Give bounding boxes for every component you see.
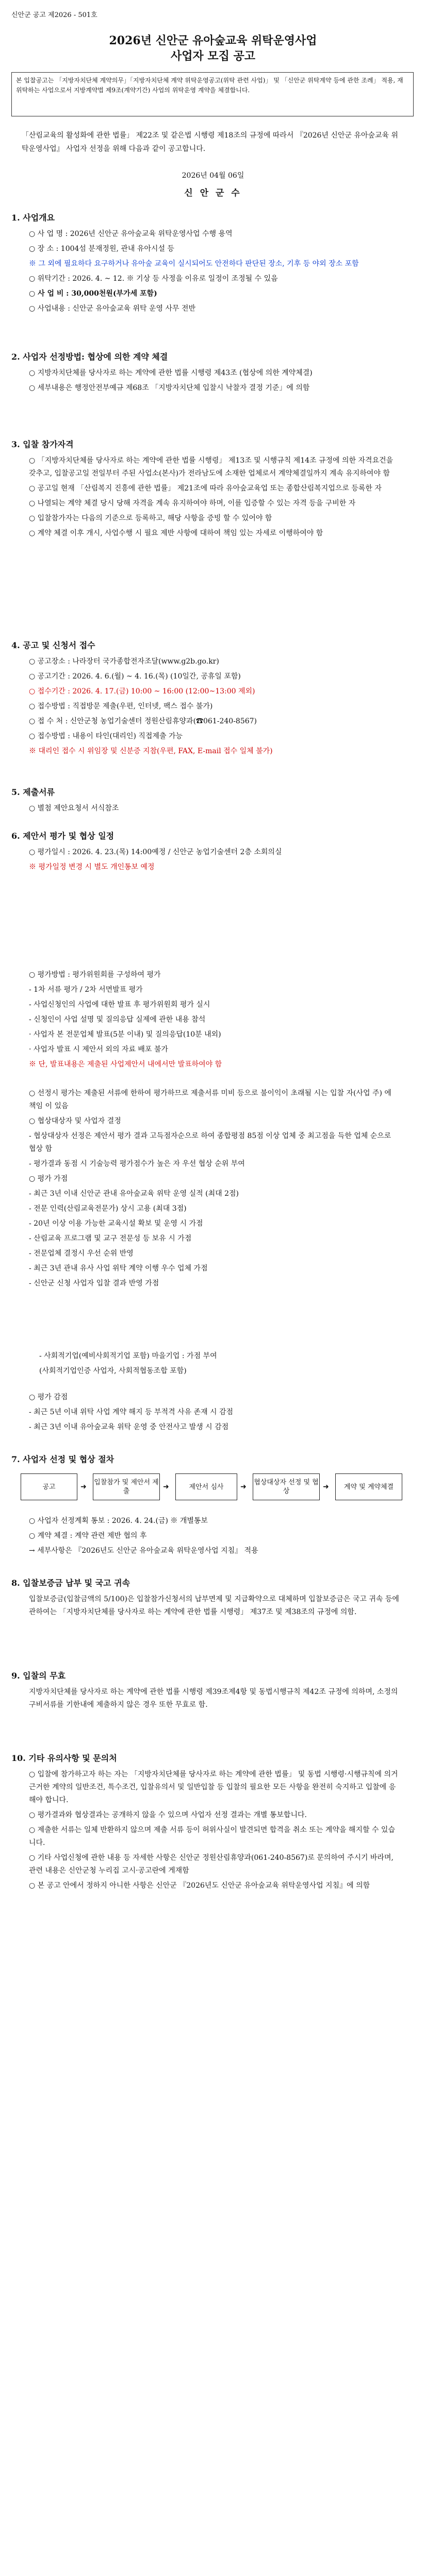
s6-extra-item: - 최근 3년 이내 유아숲교육 위탁 운영 중 안전사고 발생 시 감점 <box>29 1423 229 1431</box>
s6-more-item: - 최근 3년 이내 신안군 관내 유아숲교육 위탁 운영 실적 (최대 2점) <box>29 1190 239 1198</box>
section-8-body: 입찰보증금(입찰금액의 5/100)은 입찰참가신청서의 납부면제 및 지급확약으로 대체하며 입찰보증금은 국고 귀속 등에 관하여는 「지방자치단체를 당사자로 하는 계약에 관한 법률 시행령」 제37조 및 제38조의 규정에 의함. <box>29 1595 399 1616</box>
s10-item: ○ 평가결과와 협상결과는 공개하지 않을 수 있으며 사업자 선정 결과는 개별 통보합니다. <box>29 1811 307 1819</box>
s1-item: ○ 사 업 명 : 2026년 신안군 유아숲교육 위탁운영사업 수행 용역 <box>29 230 233 238</box>
s6-eval-note: ※ 단, 발표내용은 제출된 사업제안서 내에서만 발표하여야 함 <box>29 1060 222 1069</box>
notice-date: 2026년 04월 06일 <box>182 172 244 180</box>
section-10-title: 10. 기타 유의사항 및 문의처 <box>11 1753 117 1763</box>
s3-item: ○ 「지방자치단체를 당사자로 하는 계약에 관한 법률 시행령」 제13조 및 시행규칙 제14조 규정에 의한 자격요건을 갖추고, 입찰공고일 전일부터 주된 사업소(본사)가 전라남도에 소재한 업체로서 계약체결일까지 계속 유지하여야 함 <box>29 456 394 478</box>
s10-item: ○ 제출한 서류는 일체 반환하지 않으며 제출 서류 등이 허위사실이 발견되면 합격을 취소 또는 계약을 해지할 수 있습니다. <box>29 1826 395 1847</box>
section-10-body <box>29 1768 400 1894</box>
section-3-title: 3. 입찰 참가자격 <box>11 439 74 449</box>
s10-item: ○ 기타 사업신청에 관한 내용 등 자세한 사항은 신안군 정원산림휴양과(061-240-8567)로 문의하여 주시기 바라며, 관련 내용은 신안군청 누리집 고시·공고란에 게재함 <box>29 1854 394 1875</box>
section-3-body <box>29 454 400 542</box>
s6-eval-item: - 신청인이 사업 설명 및 질의응답 실제에 관한 내용 참석 <box>29 1015 206 1024</box>
s6-eval-item: ○ 평가방법 : 평가위원회를 구성하여 평가 <box>29 971 161 979</box>
section-2-body <box>29 367 400 397</box>
s5-item: ○ 별첨 제안요청서 서식참조 <box>29 804 119 812</box>
document-title-line1: 2026년 신안군 유아숲교육 위탁운영사업 <box>109 34 317 47</box>
section-6-body <box>29 846 400 876</box>
s7-item: → 세부사항은 『2026년도 신안군 유아숲교육 위탁운영사업 지침』 적용 <box>29 1547 258 1555</box>
section-9-title: 9. 입찰의 무효 <box>11 1671 66 1681</box>
flow-step: 공고 <box>21 1473 77 1500</box>
s6-note-line: (사회적기업인증 사업자, 사회적협동조합 포함) <box>39 1367 187 1375</box>
section-6-more <box>29 1087 400 1292</box>
s6-more-item: ○ 평가 가점 <box>29 1175 68 1183</box>
section-7-title: 7. 사업자 선정 및 협상 절차 <box>11 1454 114 1464</box>
s6-more-item: - 전문업체 결정시 우선 순위 반영 <box>29 1249 134 1258</box>
section-4-title: 4. 공고 및 신청서 접수 <box>11 640 95 650</box>
s6-more-item: - 평가결과 동점 시 기술능력 평가점수가 높은 자 우선 협상 순위 부여 <box>29 1160 245 1168</box>
s6-more-item: - 협상대상자 선정은 제안서 평가 결과 고득점자순으로 하여 종합평점 85점 이상 업체 중 최고점을 득한 업체 순으로 협상 함 <box>29 1132 391 1153</box>
s4-item: ○ 공고기간 : 2026. 4. 6.(월) ~ 4. 16.(목) (10일간, 공휴일 포함) <box>29 672 241 681</box>
section-7-body <box>29 1515 400 1560</box>
s10-item: ○ 본 공고 안에서 정하지 아니한 사항은 신안군 『2026년도 신안군 유아숲교육 위탁운영사업 지침』에 의함 <box>29 1882 370 1890</box>
s6-more-item: - 최근 3년 관내 유사 사업 위탁 계약 이행 우수 업체 가점 <box>29 1264 208 1273</box>
s6-eval-item: - 사업신청인의 사업에 대한 발표 후 평가위원회 평가 실시 <box>29 1001 210 1009</box>
section-6-social <box>39 1350 400 1380</box>
s6-more-item: ○ 선정시 평가는 제출된 서류에 한하여 평가하므로 제출서류 미비 등으로 불이익이 초래될 시는 입찰 자(사업 주) 에 책임 이 있음 <box>29 1089 391 1110</box>
flow-step: 입찰참가 및 제안서 제출 <box>93 1473 160 1500</box>
s6-more-item: ○ 협상대상자 및 사업자 결정 <box>29 1117 121 1125</box>
s6-more-item: - 산림교육 프로그램 및 교구 전문성 등 보유 시 가점 <box>29 1234 192 1243</box>
s4-item: ○ 접수방법 : 내용이 타인(대리인) 직접제출 가능 <box>29 732 183 740</box>
section-9-body: 지방자치단체를 당사자로 하는 계약에 관한 법률 시행령 제39조제4항 및 동법시행규칙 제42조 규정에 의하며, 소정의 구비서류를 기한내에 제출하지 않은 경우 또한 무효로 함. <box>29 1688 398 1709</box>
s6-more-item: - 신안군 신청 사업자 입찰 결과 반영 가점 <box>29 1279 159 1287</box>
arrow-right-icon: ➜ <box>163 1483 169 1491</box>
s1-item: ○ 위탁기간 : 2026. 4. ~ 12. ※ 기상 등 사정을 이유로 일정이 조정될 수 있음 <box>29 275 278 283</box>
s1-note: ※ 그 외에 필요하다 요구하거나 유아숲 교육이 실시되어도 안전하다 판단된 장소, 기후 등 야외 장소 포함 <box>29 260 359 268</box>
preamble-box: 본 입찰공고는 「지방자치단체 계약의무」「지방자치단체 계약 위탁운영공고(위탁 관련 사업)」 및 「신안군 위탁계약 등에 관한 조례」 적용, 재위탁하는 사업으로서 지방계약법 제9조(계약기간) 사업의 위탁운영 계약을 체결합니다. <box>11 72 414 116</box>
s1-item: ○ 장 소 : 1004섬 분재정원, 관내 유아시설 등 <box>29 245 174 253</box>
section-5-title: 5. 제출서류 <box>11 787 55 797</box>
section-2-title: 2. 사업자 선정방법: 협상에 의한 계약 체결 <box>11 352 168 362</box>
s6-item: ○ 평가일시 : 2026. 4. 23.(목) 14:00예정 / 신안군 농업기술센터 2층 소회의실 <box>29 848 282 856</box>
section-6-title: 6. 제안서 평가 및 협상 일정 <box>11 831 114 841</box>
section-4-body <box>29 655 400 760</box>
s7-item: ○ 계약 체결 : 계약 관련 제반 협의 후 <box>29 1532 147 1540</box>
flow-step: 계약 및 계약체결 <box>335 1473 402 1500</box>
s6-eval-item: - 1차 서류 평가 / 2차 서면발표 평가 <box>29 986 143 994</box>
flow-step: 협상대상자 선정 및 협상 <box>253 1473 320 1500</box>
s6-eval-item: · 사업자 발표 시 제안서 외의 자료 배포 불가 <box>29 1045 168 1054</box>
s4-item: ○ 접수기간 : 2026. 4. 17.(금) 10:00 ~ 16:00 (12:00~13:00 제외) <box>29 687 255 696</box>
s2-item: ○ 지방자치단체를 당사자로 하는 계약에 관한 법률 시행령 제43조 (협상에 의한 계약체결) <box>29 369 313 377</box>
section-1-title: 1. 사업개요 <box>11 213 55 223</box>
issuer-name: 신 안 군 수 <box>184 188 242 198</box>
s6-eval-item: · 사업자 본 전문업체 발표(5분 이내) 및 질의응답(10분 내외) <box>29 1030 221 1039</box>
s7-item: ○ 사업자 선정계획 통보 : 2026. 4. 24.(금) ※ 개별통보 <box>29 1517 208 1525</box>
flow-step: 제안서 심사 <box>175 1473 237 1500</box>
s3-item: ○ 공고일 현재 「산림복지 진흥에 관한 법률」 제21조에 따라 유아숲교육업 또는 종합산림복지업으로 등록한 자 <box>29 484 382 493</box>
s6-more-item: - 전문 인력(산림교육전문가) 상시 고용 (최대 3점) <box>29 1205 187 1213</box>
arrow-right-icon: ➜ <box>240 1483 247 1491</box>
s6-extra-item: ○ 평가 감점 <box>29 1393 68 1401</box>
s4-note: ※ 대리인 접수 시 위임장 및 신분증 지참(우편, FAX, E-mail 접수 일체 불가) <box>29 747 273 755</box>
section-5-body <box>29 802 400 817</box>
section-6-extra <box>29 1391 400 1436</box>
section-8-title: 8. 입찰보증금 납부 및 국고 귀속 <box>11 1578 130 1588</box>
section-6-eval <box>29 969 400 1073</box>
s10-item: ○ 입찰에 참가하고자 하는 자는 「지방자치단체를 당사자로 하는 계약에 관한 법률」 및 동법 시행령·시행규칙에 의거 근거한 계약의 일반조건, 특수조건, 입찰유의서 및 일반입찰 등 입찰의 필요한 모든 사항을 완전히 숙지하고 입찰에 응해야 합니다. <box>29 1770 398 1804</box>
notice-number: 신안군 공고 제2026 - 501호 <box>11 11 97 19</box>
s3-item: ○ 입찰참가자는 다음의 기준으로 등록하고, 해당 사항을 증빙 할 수 있어야 함 <box>29 514 272 522</box>
section-1-body <box>29 228 400 317</box>
arrow-right-icon: ➜ <box>80 1483 87 1491</box>
s4-item: ○ 접 수 처 : 신안군청 농업기술센터 정원산림휴양과(☎061-240-8567) <box>29 717 257 725</box>
s4-item: ○ 접수방법 : 직접방문 제출(우편, 인터넷, 팩스 접수 불가) <box>29 702 213 710</box>
s4-item: ○ 공고장소 : 나라장터 국가종합전자조달(www.g2b.go.kr) <box>29 657 219 666</box>
s2-item: ○ 세부내용은 행정안전부예규 제68조 「지방자치단체 입찰시 낙찰자 결정 기준」에 의함 <box>29 384 310 392</box>
process-flow <box>21 1473 413 1502</box>
s6-more-item: - 20년 이상 이용 가능한 교육시설 확보 및 운영 시 가점 <box>29 1219 203 1228</box>
s1-item: ○ 사업내용 : 신안군 유아숲교육 위탁 운영 사무 전반 <box>29 304 196 313</box>
s6-note: ※ 평가일정 변경 시 별도 개인통보 예정 <box>29 863 155 871</box>
document-title-line2: 사업자 모집 공고 <box>170 49 256 63</box>
s1-item: ○ 사 업 비 : 30,000천원(부가세 포함) <box>29 290 157 298</box>
s3-item: ○ 계약 체결 이후 개시, 사업수행 시 필요 제반 사항에 대하여 책임 있는 자세로 이행하여야 함 <box>29 529 323 537</box>
s3-item: ○ 나열되는 계약 체결 당시 당해 자격을 계속 유지하여야 하며, 이를 입증할 수 있는 자격 등을 구비한 자 <box>29 499 356 507</box>
s6-extra-item: - 최근 5년 이내 위탁 사업 계약 해지 등 부적격 사유 존재 시 감점 <box>29 1408 234 1416</box>
intro-paragraph: 「산림교육의 활성화에 관한 법률」 제22조 및 같은법 시행령 제18조의 규정에 따라서 『2026년 신안군 유아숲교육 위탁운영사업』 사업자 선정을 위해 다음과 같이 공고합니다. <box>22 131 399 153</box>
s6-note-line: - 사회적기업(예비사회적기업 포함) 마을기업 : 가점 부여 <box>39 1352 217 1360</box>
arrow-right-icon: ➜ <box>323 1483 329 1491</box>
